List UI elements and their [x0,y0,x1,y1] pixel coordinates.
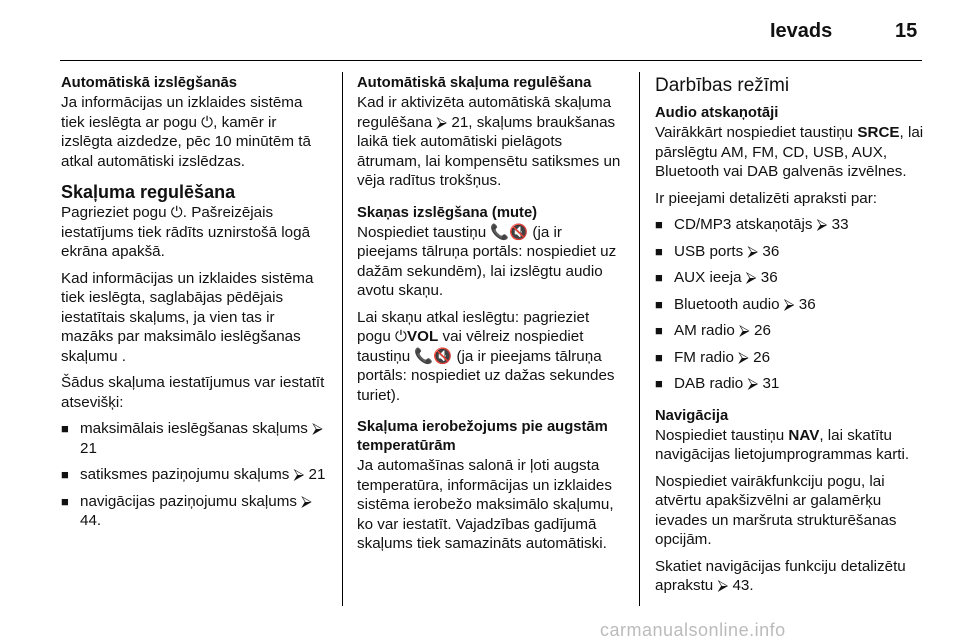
audio-players-text: Vairākkārt nospiediet taustiņu SRCE, lai pārslēgtu AM, FM, CD, USB, AUX, Bluetooth vai DAB galvenās izvēlnes. [655,124,924,180]
page-number: 15 [895,20,918,42]
list-item: ■ USB ports ⮚ 36 [655,242,925,262]
volume-text-2: Kad informācijas un izklaides sistēma tiek ieslēgta, saglabājas pēdējais iestatītais skaļums, ja vien tas ir mazāks par maksimālo ieslēgšanas skaļumu . [61,269,314,365]
section-title: Ievads [770,20,833,42]
list-item: ■ DAB radio ⮚ 31 [655,374,925,394]
heading-audio-players: Audio atskaņotāji [655,105,779,121]
navigation-text-1: Nospiediet taustiņu NAV, lai skatītu navigācijas lietojumprogrammas karti. [655,426,910,463]
list-item: ■ FM radio ⮚ 26 [655,348,925,368]
watermark: carmanualsonline.info [600,620,786,640]
auto-volume-text: Kad ir aktivizēta automātiskā skaļuma regulēšana ⮚ 21, skaļums braukšanas laikā tiek automātiski pielāgots ātrumam, lai kompensētu satiksmes un vēja radītus trokšņus. [357,94,621,189]
list-item: ■ Bluetooth audio ⮚ 36 [655,295,925,315]
volume-text-3: Šādus skaļuma iestatījumus var iestatīt atsevišķi: [61,374,325,411]
mute-text-2: Lai skaņu atkal ieslēgtu: pagrieziet pogu ⏻VOL vai vēlreiz nospiediet taustiņu 📞🔇 (ja ir pieejams tālruņa portāls: nospiediet uz dažas sekundes turiet). [357,308,615,404]
heading-operation-modes: Darbības režīmi [655,75,790,96]
list-item: ■ AUX ieeja ⮚ 36 [655,268,925,288]
volume-settings-list [61,419,329,531]
list-item: ■ CD/MP3 atskaņotājs ⮚ 33 [655,215,925,235]
heading-auto-off: Automātiskā izslēgšanās [61,75,237,91]
heading-temperature-limit: Skaļuma ierobežojums pie augstām temperatūrām [357,419,608,454]
audio-players-intro: Ir pieejami detalizēti apraksti par: [655,189,878,207]
column-divider-2 [639,72,640,606]
nav-key: NAV [788,426,820,444]
column-3 [655,74,925,603]
column-2 [357,74,625,561]
mute-text-1: Nospiediet taustiņu 📞🔇 (ja ir pieejams tālruņa portāls: nospiediet uz dažām sekundēm), lai izslēgtu audio avotu skaņu. [357,223,617,299]
column-divider-1 [342,72,343,606]
navigation-text-2: Nospiediet vairākfunkciju pogu, lai atvērtu apakšizvēlni ar galamērķu ievades un maršruta strukturēšanas opcijām. [655,472,897,548]
list-item: ■ AM radio ⮚ 26 [655,321,925,341]
header-rule [60,60,922,61]
heading-volume-control: Skaļuma regulēšana [61,182,236,202]
volume-text-1: Pagrieziet pogu ⏻. Pašreizējais iestatījums tiek rādīts uznirstošā logā ekrāna apakšā. [61,204,311,260]
temperature-limit-text: Ja automašīnas salonā ir ļoti augsta temperatūra, informācijas un izklaides sistēma ierobežo maksimālo skaļumu, ko var iestatīt. Vajadzības gadījumā skaļums tiek samazināts automātiski. [357,457,614,552]
auto-off-text: Ja informācijas un izklaides sistēma tiek ieslēgta ar pogu ⏻, kamēr ir izslēgta aizdedze, pēc 10 minūtēm tā atkal automātiski izslēdzas. [61,94,311,170]
list-item: ■ satiksmes paziņojumu skaļums ⮚ 21 [61,465,329,485]
vol-key: VOL [407,328,439,345]
heading-navigation: Navigācija [655,407,729,424]
list-item: ■ navigācijas paziņojumu skaļums ⮚ 44. [61,492,329,531]
navigation-text-3: Skatiet navigācijas funkciju detalizētu aprakstu ⮚ 43. [655,557,906,594]
heading-auto-volume: Automātiskā skaļuma regulēšana [357,75,592,91]
heading-mute: Skaņas izslēgšana (mute) [357,204,538,221]
list-item: ■ maksimālais ieslēgšanas skaļums ⮚ 21 [61,419,329,458]
srce-key: SRCE [857,124,900,141]
column-1 [61,74,329,538]
audio-sources-list [655,215,925,394]
